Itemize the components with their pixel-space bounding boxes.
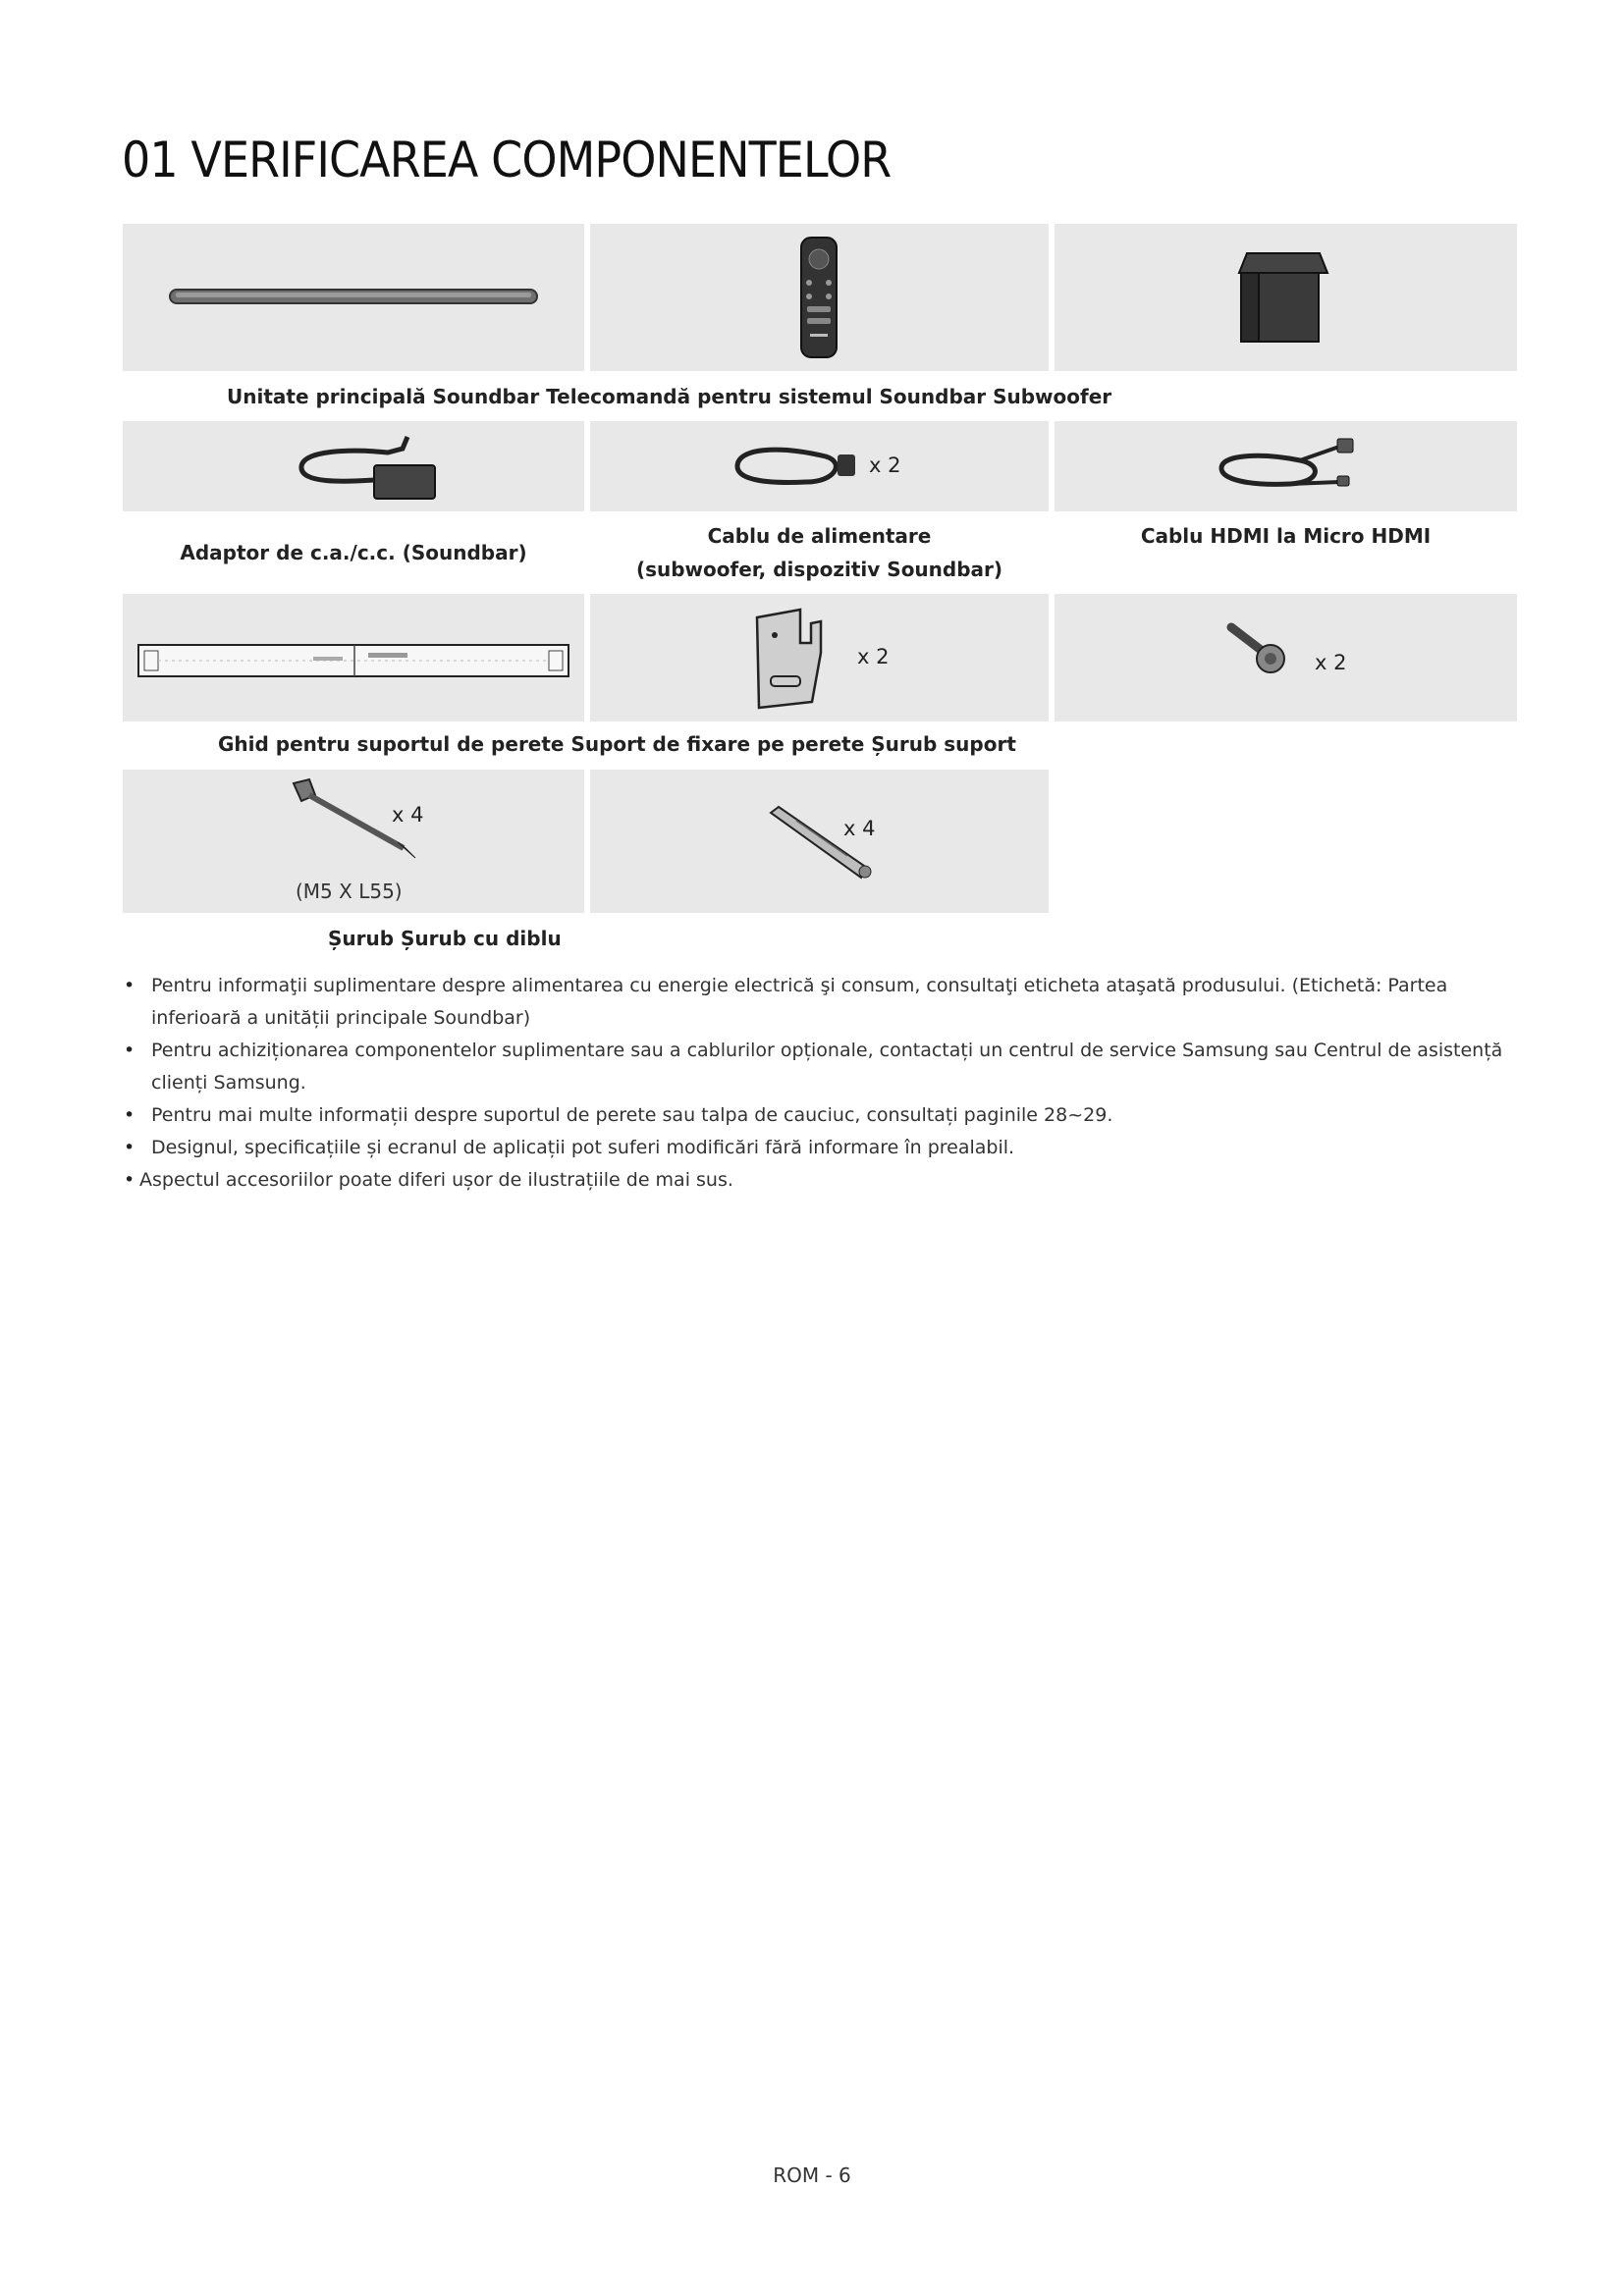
row1-caption: Unitate principală Soundbar Telecomandă pentru sistemul Soundbar Subwoofer — [227, 385, 1112, 408]
remote-control-illustration — [590, 224, 1049, 371]
page-number: ROM - 6 — [773, 2163, 851, 2187]
adapter-image-cell — [123, 421, 584, 511]
wall-mount-guide-illustration — [123, 594, 584, 721]
holder-screw-image-cell — [1055, 594, 1517, 721]
holder-screw-illustration — [1055, 594, 1517, 721]
soundbar-illustration — [123, 224, 584, 371]
screw-dimension-label: (M5 X L55) — [296, 880, 403, 903]
screw-quantity: x 4 — [392, 803, 424, 827]
page-title: 01 VERIFICAREA COMPONENTELOR — [122, 132, 892, 188]
power-cable-image-cell — [590, 421, 1049, 511]
row4-caption: Șurub Șurub cu diblu — [328, 927, 562, 950]
subwoofer-image-cell — [1055, 224, 1517, 371]
wall-anchor-image-cell — [590, 770, 1049, 913]
holder-screw-quantity: x 2 — [1315, 651, 1347, 674]
notes-list — [122, 970, 1516, 1197]
wall-bracket-illustration — [590, 594, 1049, 721]
power-cable-illustration — [590, 421, 1049, 511]
power-cable-caption-line2: (subwoofer, dispozitiv Soundbar) — [635, 558, 1003, 581]
ac-dc-adapter-illustration — [123, 421, 584, 511]
hdmi-cable-image-cell — [1055, 421, 1517, 511]
screw-image-cell — [123, 770, 584, 913]
note-item: • Pentru mai multe informații despre suportul de perete sau talpa de cauciuc, consultați paginile 28~29. — [122, 1099, 1516, 1132]
note-item: • Designul, specificațiile și ecranul de aplicații pot suferi modificări fără informare în prealabil. — [122, 1132, 1516, 1164]
soundbar-image-cell — [123, 224, 584, 371]
remote-image-cell — [590, 224, 1049, 371]
hdmi-cable-illustration — [1055, 421, 1517, 511]
wall-bracket-image-cell — [590, 594, 1049, 721]
subwoofer-illustration — [1055, 224, 1517, 371]
hdmi-cable-caption: Cablu HDMI la Micro HDMI — [1140, 524, 1432, 548]
power-cable-caption-line1: Cablu de alimentare — [707, 524, 932, 548]
row3-caption: Ghid pentru suportul de perete Suport de fixare pe perete Șurub suport — [218, 732, 1016, 756]
wall-anchor-quantity: x 4 — [843, 817, 876, 840]
wall-mount-guide-image-cell — [123, 594, 584, 721]
wall-anchor-illustration — [590, 770, 1049, 913]
adapter-caption: Adaptor de c.a./c.c. (Soundbar) — [180, 541, 527, 564]
note-item: • Aspectul accesoriilor poate diferi ușor de ilustrațiile de mai sus. — [122, 1164, 1516, 1197]
note-item: • Pentru informaţii suplimentare despre alimentarea cu energie electrică şi consum, consultaţi eticheta ataşată produsului. (Etichetă: Partea inferioară a unității principale Soundbar) — [122, 970, 1516, 1035]
power-cable-quantity: x 2 — [869, 454, 901, 477]
wall-bracket-quantity: x 2 — [857, 645, 890, 668]
note-item: • Pentru achiziționarea componentelor suplimentare sau a cablurilor opționale, contactați un centrul de service Samsung sau Centrul de asistență clienți Samsung. — [122, 1035, 1516, 1099]
